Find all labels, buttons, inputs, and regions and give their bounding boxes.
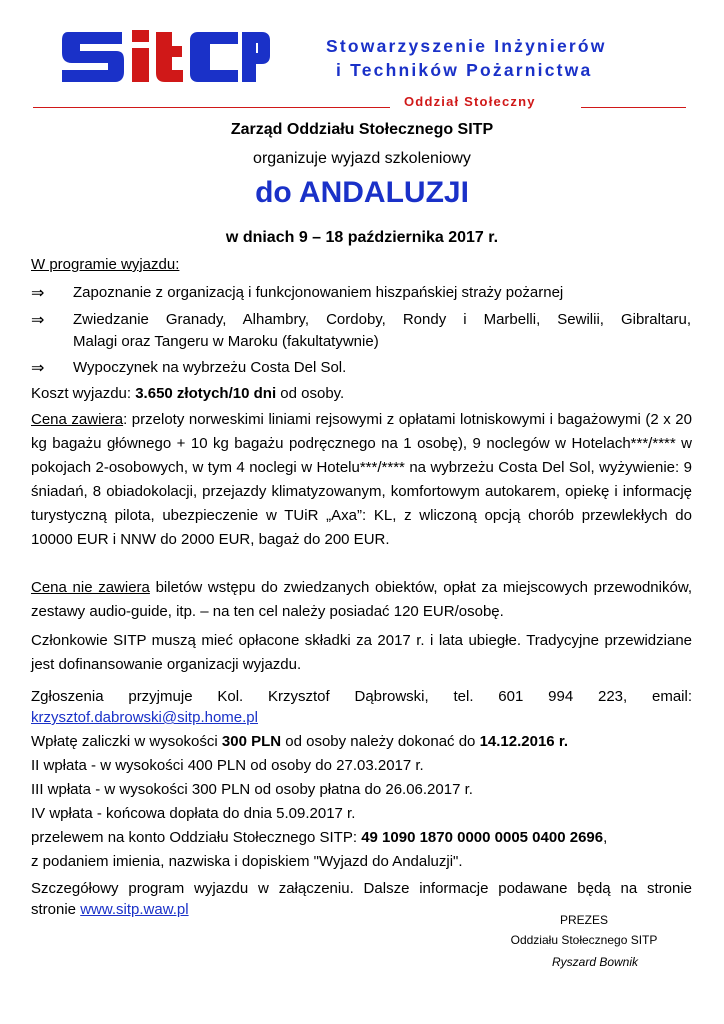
- board-heading: Zarząd Oddziału Stołecznego SITP: [230, 121, 494, 138]
- header-rule-left: [33, 107, 390, 108]
- email-link[interactable]: [31, 709, 258, 726]
- org-name-line2: i Techników Pożarnictwa: [336, 60, 593, 80]
- transfer-note: z podaniem imienia, nazwiska i dopiskiem "Wyjazd do Andaluzji".: [31, 853, 463, 870]
- destination-title: do ANDALUZJI: [255, 176, 469, 209]
- payment-3: III wpłata - w wysokości 300 PLN od osoby płatna do 26.06.2017 r.: [31, 781, 473, 798]
- website-link[interactable]: [31, 901, 189, 918]
- sitp-logo: [60, 22, 270, 93]
- sitp-logo-graphic: [60, 22, 270, 88]
- signature-title: PREZES: [559, 913, 608, 927]
- email-anchor[interactable]: krzysztof.dabrowski@sitp.home.pl: [31, 709, 258, 726]
- price-excludes: Cena nie zawiera biletów wstępu do zwiedzanych obiektów, opłat za miejscowych przewodników, zestawy audio-guide, itp. – na ten cel należy posiadać 120 EUR/osobę.: [31, 579, 692, 620]
- price-includes: Cena zawiera: przeloty norweskimi liniami rejsowymi z opłatami lotniskowymi i bagażowymi (2 x 20 kg bagażu głównego + 10 kg bagażu podręcznego na 1 osobę), 9 noclegów w Hotelach***/**** w pokojach 2-osobowych, w tym 4 noclegi w Hotelu***/**** na wybrzeżu Costa Del Sol, wyżywienie: 9 śniadań, 8 obiadokolacji, przejazdy klimatyzowanym, komfortowym autokarem, opiekę i informację turystyczną pilota, ubezpieczenie w TUiR „Axa”: KL, z wliczoną opcją chorób przewlekłych do 10000 EUR i NNW do 2000 EUR, bagaż do 200 EUR.: [31, 411, 692, 548]
- branch-name: Oddział Stołeczny: [404, 94, 536, 109]
- organizes-line: organizuje wyjazd szkoleniowy: [253, 150, 471, 167]
- payment-4: IV wpłata - końcowa dopłata do dnia 5.09.2017 r.: [31, 805, 356, 822]
- program-item-2-line1: Zwiedzanie Granady, Alhambry, Cordoby, Rondy i Marbelli, Sewilii, Gibraltaru,: [73, 311, 691, 328]
- header-rule-right: [581, 107, 686, 108]
- account-line: przelewem na konto Oddziału Stołecznego SITP: 49 1090 1870 0000 0005 0400 2696,: [31, 829, 608, 846]
- arrow-icon: ⇒: [31, 312, 45, 329]
- payment-2: II wpłata - w wysokości 400 PLN od osoby do 27.03.2017 r.: [31, 757, 424, 774]
- program-item-3: Wypoczynek na wybrzeżu Costa Del Sol.: [73, 359, 347, 376]
- signature-org: Oddziału Stołecznego SITP: [510, 933, 658, 947]
- arrow-icon: ⇒: [31, 285, 45, 302]
- program-item-1: Zapoznanie z organizacją i funkcjonowaniem hiszpańskiej straży pożarnej: [73, 284, 564, 301]
- stronie-label: stronie: [31, 901, 81, 918]
- members-note: Członkowie SITP muszą mieć opłacone składki za 2017 r. i lata ubiegłe. Tradycyjne przewidziane jest dofinansowanie organizacji wyjazdu.: [31, 632, 692, 673]
- program-item-2-line2: Malagi oraz Tangeru w Maroku (fakultatywnie): [73, 333, 379, 350]
- website-anchor[interactable]: www.sitp.waw.pl: [80, 901, 189, 918]
- details-text: Szczegółowy program wyjazdu w załączeniu. Dalsze informacje podawane będą na stronie: [31, 880, 692, 897]
- signature-name: Ryszard Bownik: [551, 955, 639, 969]
- program-title: W programie wyjazdu:: [31, 256, 180, 273]
- cost-line: Koszt wyjazdu: 3.650 złotych/10 dni od osoby.: [31, 385, 345, 402]
- trip-dates: w dniach 9 – 18 października 2017 r.: [225, 229, 499, 246]
- org-name-line1: Stowarzyszenie Inżynierów: [326, 36, 607, 56]
- arrow-icon: ⇒: [31, 360, 45, 377]
- deposit-line: Wpłatę zaliczki w wysokości 300 PLN od osoby należy dokonać do 14.12.2016 r.: [31, 733, 568, 750]
- registration-text: Zgłoszenia przyjmuje Kol. Krzysztof Dąbrowski, tel. 601 994 223, email:: [31, 688, 692, 705]
